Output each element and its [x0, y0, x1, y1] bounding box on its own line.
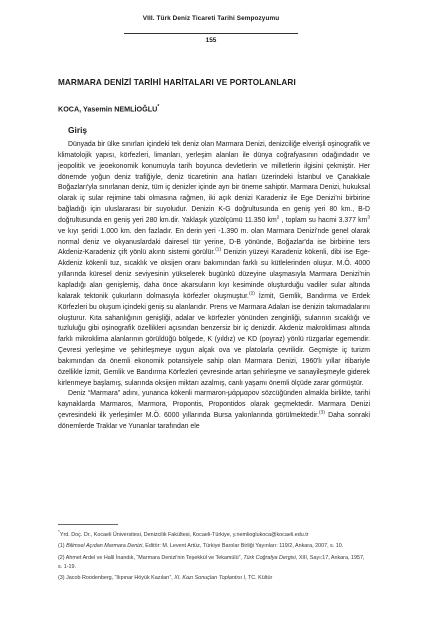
text-run: XI. Kazı Sonuçları Toplantısı I	[174, 575, 246, 582]
text-run: İzmit, Gemlik, Bandırma ve Erdek Körfezleri bu oluşum içindeki geniş su alanlarıdır. Prens ve Marmara Adaları ise denizin takımadalarını oluşturur. Kıta sahanlığının genişliği, adalar ve körfezler yönünden zenginliği, sularının sıcaklığı ve tuzluluğu gibi oşinografik özellikleri açısından benzersiz bir iç denizdir. Akdeniz makrokliması altında farklı mikroklima alanlarının görüldüğü bölgede, K (yıldız) ve KD (poyraz) yönlü rüzgarlar egemendir. Çevresi yerleşime ve şehirleşmeye uygun alçak ova ve platolarla çevrilidir. Geçmişte iç turizm bakımından da önemli ekonomik potansiyele sahip olan Marmara Denizi, 1960'lı yıllar itibariyle özellikle İzmit, Gemlik ve Bandırma Körfezleri çevresinde artan şehirleşme ve sanayileşmeyle giderek kirlenmeye başlamış, sularında oksijen miktarı azalmış, canlı yaşamı önemli ölçüde zarar görmüştür.	[58, 292, 370, 387]
text-run: Daha sonraki dönemlerde Traklar ve Yunanlar tarafından ele	[58, 412, 371, 430]
author-name: KOCA, Yasemin NEMLİOĞLU	[58, 104, 158, 114]
footnote-ref: (2)	[248, 291, 255, 297]
footnote-ref: *	[58, 530, 60, 536]
section-heading: Giriş	[68, 125, 88, 135]
footnote	[58, 554, 370, 573]
running-head: VIII. Türk Deniz Ticareti Tarihi Sempozyumu	[142, 15, 280, 22]
text-run: (3) Jacob Roodenberg, “Ilıpınar Höyük Kazıları”,	[58, 575, 175, 582]
text-run: , Editör: M. Levent Artüz, Türkiye Barolar Birliği Yayınları: 119/2, Ankara, 2007, s. 10.	[142, 543, 344, 550]
footnote-ref: (3)	[318, 410, 325, 416]
page-number: 155	[205, 37, 217, 44]
text-run: ve kıyı şeridi 1.000 km. den fazladır. En derin yeri -1.390 m. olan Marmara Denizi'nde genel olarak normal deniz ve okyanuslardaki dairesel tür yerine, D-B yönünde, Boğazlar'da ise birbirine ters Akdeniz-Karadeniz çift yönlü akıntı sistemi görülür.	[58, 227, 370, 257]
body-text	[58, 140, 370, 433]
text-run: (1)	[58, 543, 67, 550]
text-run: , toplam su hacmi 3.377 km	[279, 216, 368, 224]
footnote-ref: (1)	[215, 248, 222, 254]
header-rule	[124, 33, 298, 34]
text-run: , XIII, Sayı:17, Ankara, 1957, s. 1-19.	[58, 554, 365, 570]
paper-title: MARMARA DENİZİ TARİHİ HARİTALARI VE PORTOLANLARI	[58, 78, 296, 87]
footnote-rule	[58, 524, 118, 525]
text-run: , TC. Kültür	[245, 575, 273, 582]
text-run: (2) Ahmet Ardel ve Halil İnandık, “Marmara Denizi'nin Teşekkül ve Tekamülü”,	[58, 554, 244, 561]
author-footnote-mark: *	[157, 104, 160, 110]
text-run: Bilimsel Açıdan Marmara Denizi	[66, 543, 143, 550]
footnote	[58, 574, 370, 583]
footnote-ref: 2	[276, 215, 280, 221]
footnotes	[58, 531, 370, 585]
body-paragraph	[58, 389, 370, 432]
footnote	[58, 542, 370, 551]
text-run: Türk Coğrafya Dergisi	[243, 554, 296, 561]
footnote-ref: 3	[367, 215, 370, 221]
footnote	[58, 531, 370, 540]
text-run: Denizin yüzeyi Karadeniz kökenli, dibi ise Ege-Akdeniz kökenli tuz, sıcaklık ve oksijen oranı bakımından farklı su kütlelerinden oluşur. M.Ö. 4000 yıllarında küresel deniz seviyesinin yükselerek bugünkü düzeyine ulaşmasıyla Marmara Denizi'nin kapladığı alan genişlemiş, daha önce akarsuların kıyı kesiminde oluşturduğu vadiler sular altında kalarak tektonik çukurların dolmasıyla körfezler oluşmuştur.	[58, 249, 370, 300]
author-line	[58, 104, 159, 113]
text-run: Yrd. Doç. Dr., Kocaeli Üniversitesi, Denizcilik Fakültesi, Kocaeli-Türkiye, y.nemlioglukoca@kocaeli.edu.tr	[59, 532, 309, 538]
text-run: Dünyada bir ülke sınırları içindeki tek deniz olan Marmara Denizi, denizciliğe elverişli oşinografik ve klimatolojik yapısı, körfezleri, limanları, yerleşim alanları ile dünya coğrafyasının odağındadır ve jeopolitik ve jeoekonomik konumuyla tarih boyunca devletlerin ve milletlerin ilgisini çekmiştir. Her dönemde yoğun deniz trafiğiyle, deniz ticaretinin ana hatları üzerindeki İstanbul ve Çanakkale Boğazları'yla sınırlanan deniz, tüm iç denizler içinde ayrı bir öneme sahiptir. Marmara Denizi, hukuksal olarak iç sular rejimine tabi olmasına rağmen, iki açık denizi Karadeniz ile Ege Denizi'ni birbirine bağladığı için uluslararası bir suyoludur. Denizin K-G doğrultusunda en geniş yeri 80 km., B-D doğrultusunda en geniş yeri 280 km.dir. Yaklaşık yüzölçümü 11.350 km	[58, 141, 370, 224]
body-paragraph	[58, 140, 370, 389]
text-run: Deniz “Marmara” adını, yunanca kökenli marmaron-μάρμαρον sözcüğünden almakla birlikte, tarihi kaynaklarda Marmaros, Marmora, Propontis, Propontidos olarak geçmektedir. Marmara Denizi çevresindeki ilk yerleşimler M.Ö. 6000 yıllarında Bursa yakınlarında görülmektedir.	[58, 390, 370, 420]
